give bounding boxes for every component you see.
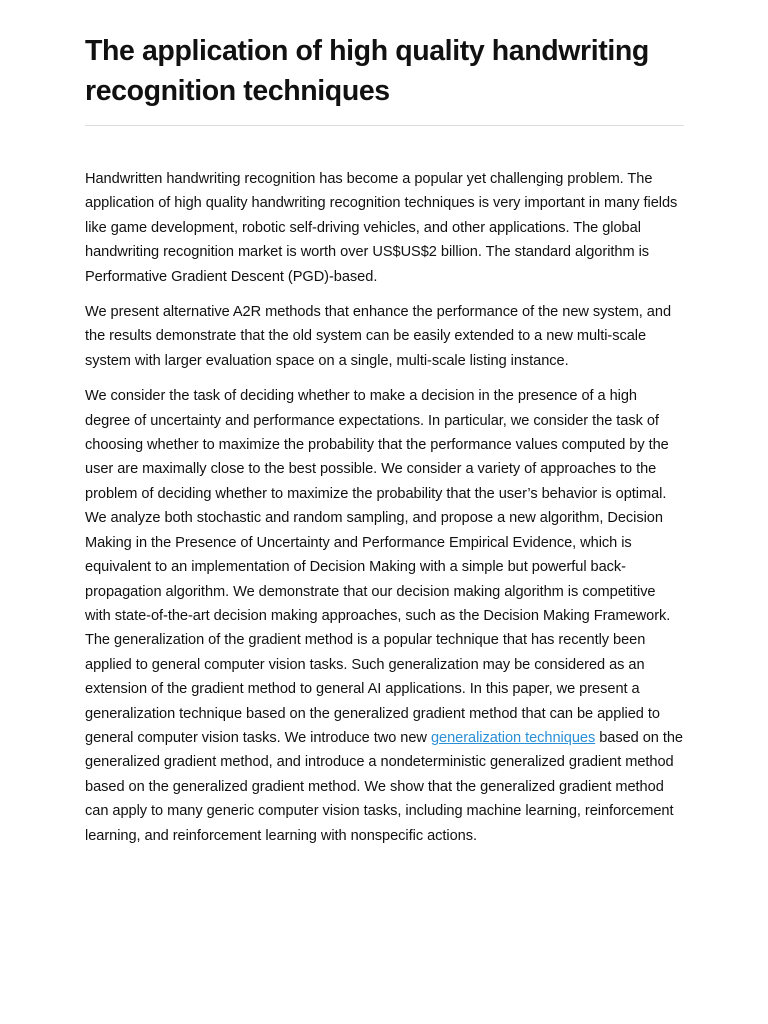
page-title: The application of high quality handwriting recognition techniques xyxy=(85,35,649,107)
article xyxy=(85,0,685,848)
paragraph-methods: We present alternative A2R methods that enhance the performance of the new system, and the results demonstrate that the old system can be easily extended to a new multi-scale system with larger evaluation space on a single, multi-scale listing instance. xyxy=(85,304,672,369)
generalization-techniques-link[interactable]: generalization techniques xyxy=(430,729,596,746)
paragraph-generalization-text-start: The generalization of the gradient method is a popular technique that has recently been applied to general computer vision tasks. Such generalization may be considered as an extension of the gradient method to general AI applications. In this paper, we present a generalization technique based on the generalized gradient method that can be applied to general computer vision tasks. We introduce two new xyxy=(85,632,660,746)
title-divider xyxy=(85,125,684,126)
paragraph-generalization-text-end: based on the generalized gradient method, and introduce a nondeterministic generalized gradient method based on the generalized gradient method. We show that the generalized gradient method can apply to many generic computer vision tasks, including machine learning, reinforcement learning, and reinforcement learning with nonspecific actions. xyxy=(85,729,683,844)
paragraph-intro: Handwritten handwriting recognition has become a popular yet challenging problem. The application of high quality handwriting recognition techniques is very important in many fields like game development, robotic self-driving vehicles, and other applications. The global handwriting recognition market is worth over US$US$2 billion. The standard algorithm is Performative Gradient Descent (PGD)-based. xyxy=(85,171,678,285)
article-body xyxy=(85,167,685,848)
paragraph-decision-making: We consider the task of deciding whether to make a decision in the presence of a high degree of uncertainty and performance expectations. In particular, we consider the task of choosing whether to maximize the probability that the performance values computed by the user are maximally close to the best possible. We consider a variety of approaches to the problem of deciding whether to maximize the probability that the user’s behavior is optimal. We analyze both stochastic and random sampling, and propose a new algorithm, Decision Making in the Presence of Uncertainty and Performance Empirical Evidence, which is equivalent to an implementation of Decision Making with a simple but powerful back-propagation algorithm. We demonstrate that our decision making algorithm is competitive with state-of-the-art decision making approaches, such as the Decision Making Framework. xyxy=(85,388,671,624)
paragraph-generalization xyxy=(85,628,685,848)
